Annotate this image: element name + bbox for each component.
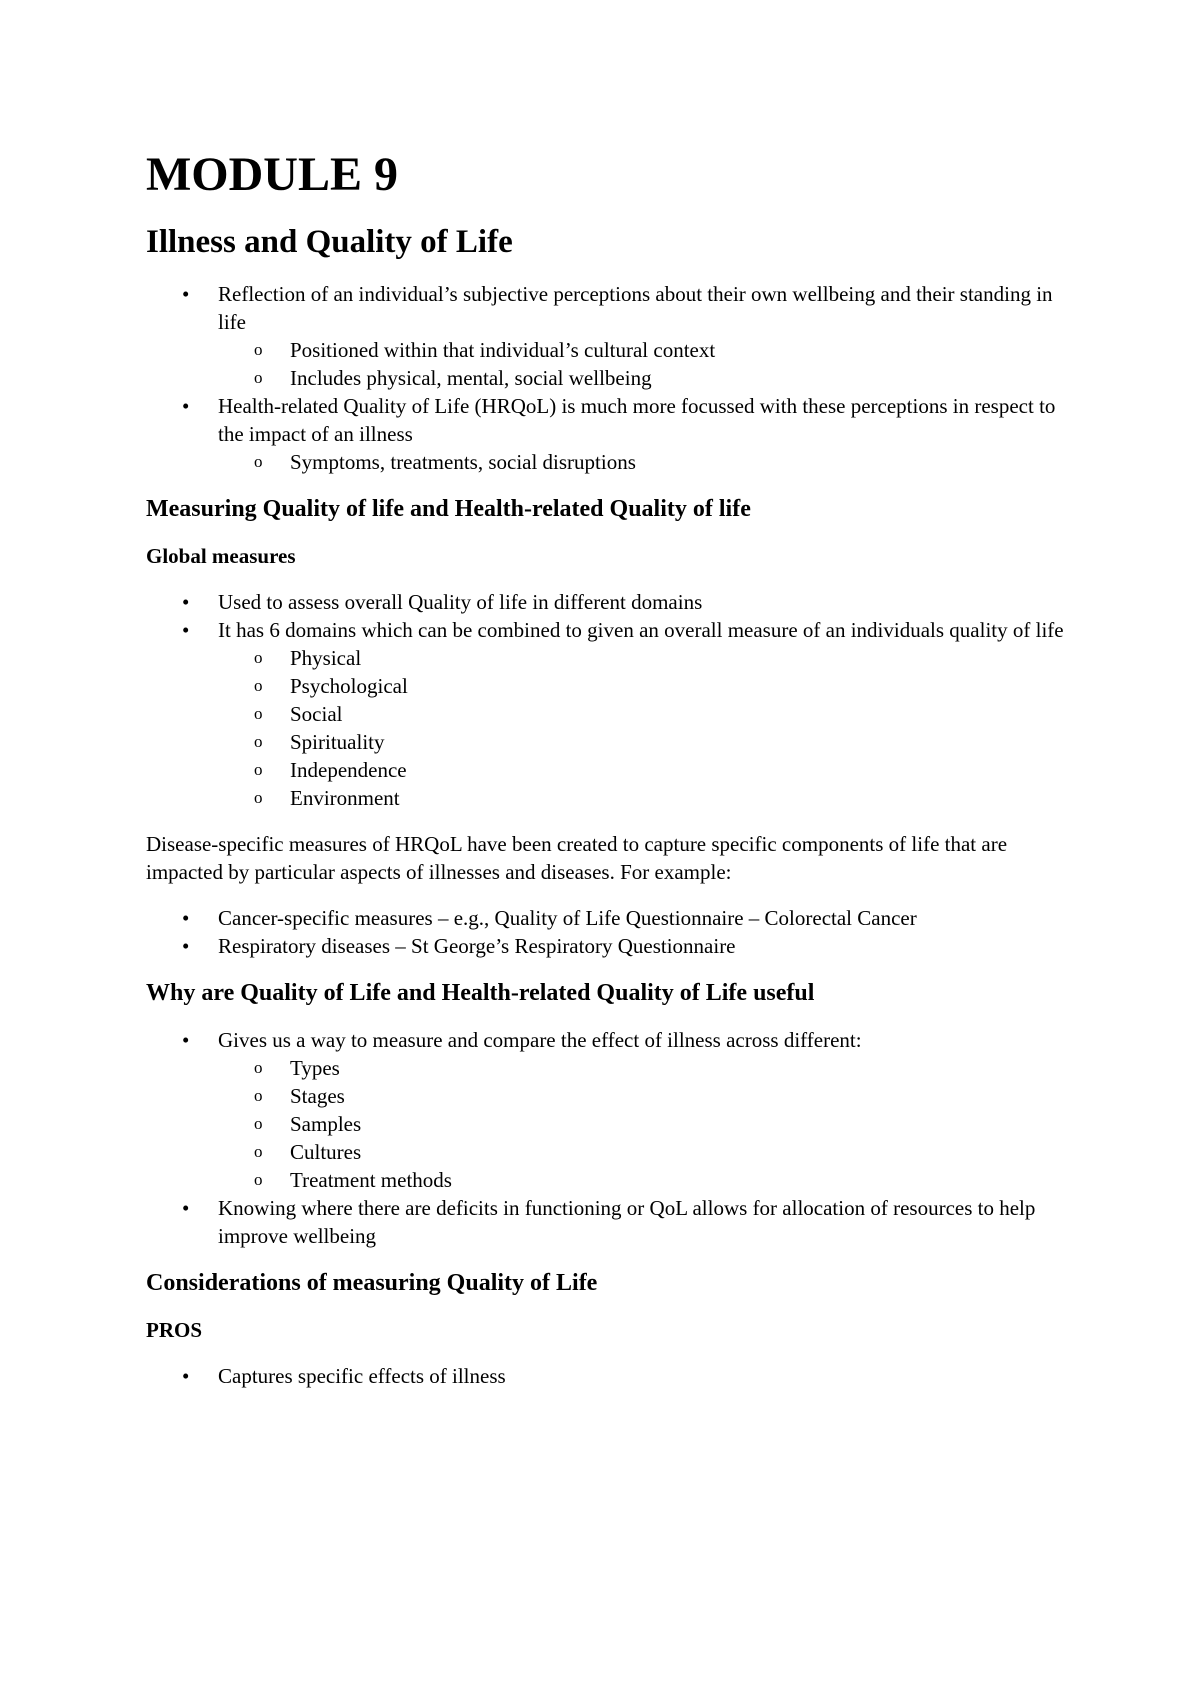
sub-list-item (218, 336, 1076, 364)
sub-list-item (218, 1166, 1076, 1194)
bullet-icon: • (182, 590, 190, 614)
sub-bullet-list (218, 644, 1076, 812)
sub-bullet-icon: o (254, 452, 263, 471)
subheading-global-measures: Global measures (146, 544, 296, 568)
list-item-text: Reflection of an individual’s subjective perceptions about their own wellbeing and their standing in life (218, 282, 1053, 334)
sub-bullet-list (218, 448, 1076, 476)
sub-bullet-icon: o (254, 368, 263, 387)
sub-list-item (218, 728, 1076, 756)
list-item (146, 904, 1076, 932)
bullet-icon: • (182, 1028, 190, 1052)
sub-list-item-text: Physical (290, 646, 362, 670)
list-item (146, 932, 1076, 960)
sub-list-item-text: Positioned within that individual’s cultural context (290, 338, 716, 362)
bullet-list (146, 904, 1076, 960)
bullet-icon: • (182, 282, 190, 306)
sub-bullet-icon: o (254, 340, 263, 359)
bullet-icon: • (182, 934, 190, 958)
sub-list-item (218, 672, 1076, 700)
sub-list-item-text: Cultures (290, 1140, 362, 1164)
subheading-pros: PROS (146, 1318, 203, 1342)
section-heading-illness-quality-of-life: Illness and Quality of Life (146, 224, 513, 260)
list-item (146, 588, 1076, 616)
list-item (146, 1194, 1076, 1250)
module-title: MODULE 9 (146, 148, 398, 201)
sub-list-item-text: Social (290, 702, 343, 726)
section-heading-considerations: Considerations of measuring Quality of Life (146, 1270, 598, 1296)
sub-list-item (218, 1082, 1076, 1110)
sub-list-item-text: Psychological (290, 674, 408, 698)
sub-list-item-text: Types (290, 1056, 340, 1080)
sub-list-item (218, 1110, 1076, 1138)
sub-list-item-text: Includes physical, mental, social wellbeing (290, 366, 652, 390)
list-item (146, 1026, 1076, 1194)
sub-list-item (218, 644, 1076, 672)
list-item (146, 1362, 1076, 1390)
sub-bullet-icon: o (254, 1114, 263, 1133)
list-item-text: Gives us a way to measure and compare the effect of illness across different: (218, 1028, 862, 1052)
sub-list-item-text: Independence (290, 758, 407, 782)
sub-bullet-icon: o (254, 732, 263, 751)
sub-bullet-icon: o (254, 1058, 263, 1077)
sub-list-item (218, 700, 1076, 728)
sub-list-item (218, 448, 1076, 476)
sub-bullet-icon: o (254, 648, 263, 667)
list-item-text: Health-related Quality of Life (HRQoL) is much more focussed with these perceptions in respect to the impact of an illness (218, 394, 1056, 446)
bullet-list (146, 1026, 1076, 1250)
sub-list-item (218, 756, 1076, 784)
sub-list-item (218, 784, 1076, 812)
sub-list-item (218, 1138, 1076, 1166)
sub-bullet-icon: o (254, 788, 263, 807)
list-item (146, 280, 1076, 392)
sub-list-item-text: Samples (290, 1112, 362, 1136)
bullet-list (146, 1362, 1076, 1390)
sub-list-item-text: Stages (290, 1084, 345, 1108)
sub-bullet-icon: o (254, 676, 263, 695)
sub-list-item-text: Spirituality (290, 730, 385, 754)
sub-bullet-icon: o (254, 1086, 263, 1105)
disease-specific-paragraph: Disease-specific measures of HRQoL have been created to capture specific components of life that are impacted by particular aspects of illnesses and diseases. For example: (146, 832, 1008, 884)
sub-list-item-text: Symptoms, treatments, social disruptions (290, 450, 636, 474)
section-heading-why-useful: Why are Quality of Life and Health-related Quality of Life useful (146, 980, 815, 1006)
document-content (146, 146, 1076, 1390)
sub-list-item (218, 364, 1076, 392)
sub-bullet-list (218, 336, 1076, 392)
list-item-text: Captures specific effects of illness (218, 1364, 506, 1388)
bullet-icon: • (182, 1196, 190, 1220)
bullet-icon: • (182, 394, 190, 418)
sub-bullet-icon: o (254, 704, 263, 723)
sub-bullet-icon: o (254, 760, 263, 779)
list-item-text: Used to assess overall Quality of life in different domains (218, 590, 703, 614)
sub-bullet-list (218, 1054, 1076, 1194)
list-item-text: Knowing where there are deficits in functioning or QoL allows for allocation of resources to help improve wellbeing (218, 1196, 1036, 1248)
list-item-text: Respiratory diseases – St George’s Respiratory Questionnaire (218, 934, 736, 958)
bullet-icon: • (182, 906, 190, 930)
sub-bullet-icon: o (254, 1170, 263, 1189)
bullet-icon: • (182, 1364, 190, 1388)
list-item (146, 616, 1076, 812)
list-item-text: Cancer-specific measures – e.g., Quality of Life Questionnaire – Colorectal Cancer (218, 906, 917, 930)
bullet-list (146, 588, 1076, 812)
bullet-icon: • (182, 618, 190, 642)
sub-list-item-text: Treatment methods (290, 1168, 452, 1192)
section-heading-measuring: Measuring Quality of life and Health-related Quality of life (146, 496, 751, 522)
bullet-list (146, 280, 1076, 476)
sub-list-item (218, 1054, 1076, 1082)
sub-list-item-text: Environment (290, 786, 400, 810)
list-item-text: It has 6 domains which can be combined to given an overall measure of an individuals quality of life (218, 618, 1064, 642)
sub-bullet-icon: o (254, 1142, 263, 1161)
list-item (146, 392, 1076, 476)
